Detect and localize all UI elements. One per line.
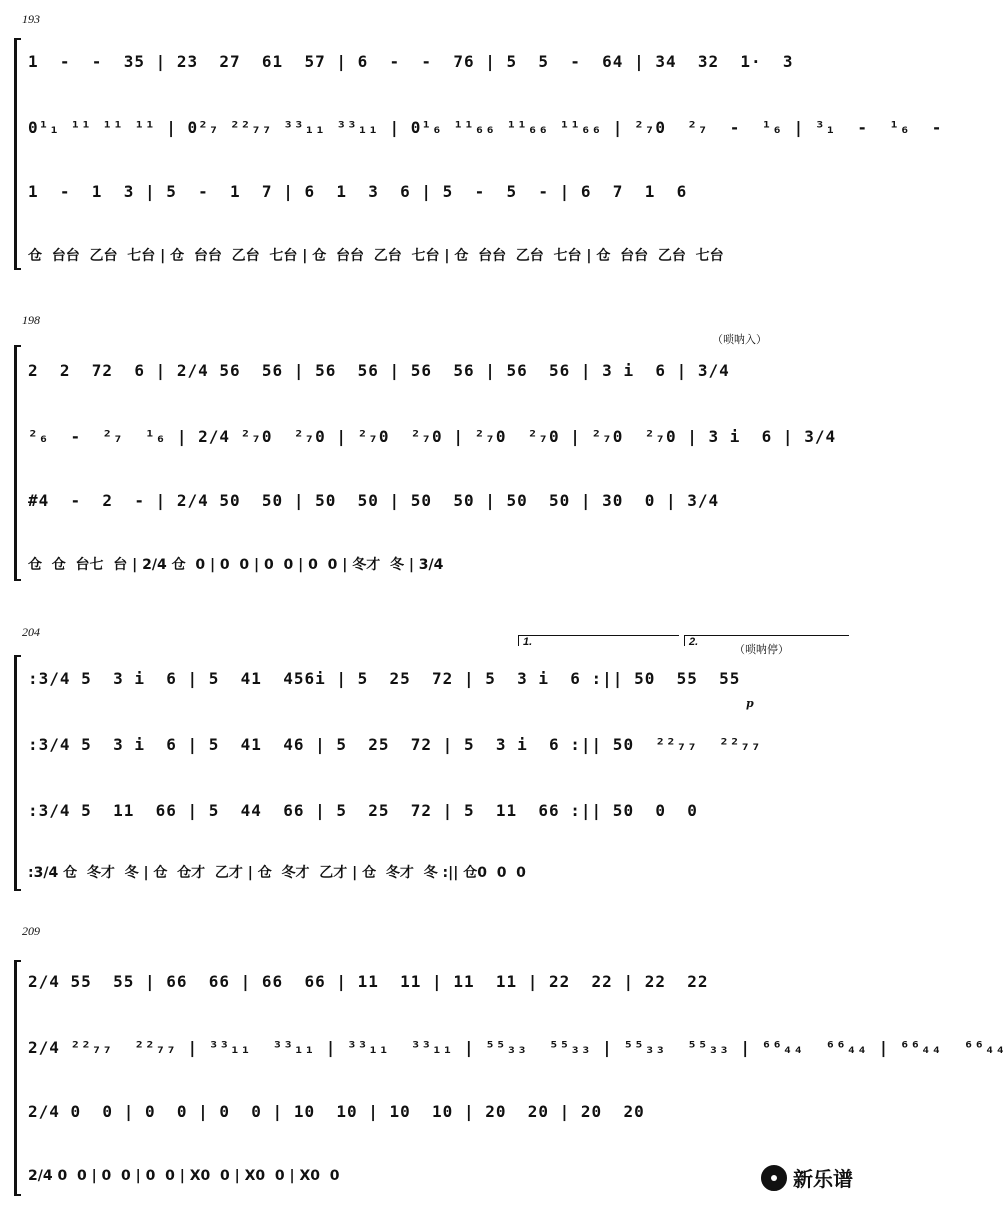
instrument-entry-note: （唢呐入）	[712, 333, 767, 346]
staff-melody	[28, 661, 849, 697]
staff-percussion	[28, 855, 849, 891]
system-3	[0, 615, 863, 905]
staff-bass	[28, 483, 849, 519]
system-1	[0, 0, 943, 290]
staff-melody	[28, 964, 849, 1000]
staff-notes: #4 - 2 - | 2/4 50 50 | 50 50 | 50 50 | 50 50 | 30 0 | 3/4	[28, 491, 720, 510]
system-4	[0, 918, 1006, 1206]
staff-notes: 2 2 72 6 | 2/4 56 56 | 56 56 | 56 56 | 56 56 | 3 i 6 | 3/4	[28, 361, 730, 380]
instrument-exit-note: （唢呐停）	[734, 643, 789, 656]
measure-number: 193	[22, 12, 40, 26]
staff-notes: ²₆ - ²₇ ¹₆ | 2/4 ²₇0 ²₇0 | ²₇0 ²₇0 | ²₇0 ²₇0 | ²₇0 ²₇0 | 3 i 6 | 3/4	[28, 427, 837, 446]
staff-notes: 1 - 1 3 | 5 - 1 7 | 6 1 3 6 | 5 - 5 - | 6 7 1 6	[28, 182, 688, 201]
staff-notes: 0¹₁ ¹¹ ¹¹ ¹¹ | 0²₇ ²²₇₇ ³³₁₁ ³³₁₁ | 0¹₆ ¹¹₆₆ ¹¹₆₆ ¹¹₆₆ | ²₇0 ²₇ - ¹₆ | ³₁ - ¹₆ -	[28, 118, 943, 137]
system-brace	[14, 345, 21, 581]
measure-number: 204	[22, 625, 40, 639]
staff-bass	[28, 793, 849, 829]
music-disc-icon	[761, 1165, 787, 1191]
volta-bracket-first	[518, 635, 679, 646]
staff-notes: 仓 仓 台七 台 | 2/4 仓 0 | 0 0 | 0 0 | 0 0 | 冬才 冬 | 3/4	[28, 557, 444, 573]
staff-notes: 2/4 ²²₇₇ ²²₇₇ | ³³₁₁ ³³₁₁ | ³³₁₁ ³³₁₁ | ⁵⁵₃₃ ⁵⁵₃₃ | ⁵⁵₃₃ ⁵⁵₃₃ | ⁶⁶₄₄ ⁶⁶₄₄ | ⁶⁶₄₄ ⁶⁶₄₄	[28, 1038, 1006, 1057]
staff-harmony	[28, 727, 849, 763]
staff-notes: 仓 台台 乙台 七台 | 仓 台台 乙台 七台 | 仓 台台 乙台 七台 | 仓 台台 乙台 七台 | 仓 台台 乙台 七台	[28, 248, 724, 264]
staff-harmony	[28, 1030, 1006, 1066]
staff-percussion	[28, 238, 849, 274]
staff-notes: 1 - - 35 | 23 27 61 57 | 6 - - 76 | 5 5 - 64 | 34 32 1· 3	[28, 52, 794, 71]
system-2	[0, 305, 863, 595]
system-brace	[14, 960, 21, 1196]
staff-notes: 2/4 0 0 | 0 0 | 0 0 | 10 10 | 10 10 | 20 20 | 20 20	[28, 1102, 645, 1121]
measure-number: 198	[22, 313, 40, 327]
staff-bass	[28, 1094, 849, 1130]
system-brace	[14, 655, 21, 891]
staff-harmony	[28, 419, 849, 455]
staff-notes: 2/4 55 55 | 66 66 | 66 66 | 11 11 | 11 11 | 22 22 | 22 22	[28, 972, 709, 991]
site-logo	[761, 1163, 853, 1192]
measure-number: 209	[22, 924, 40, 938]
system-brace	[14, 38, 21, 270]
staff-notes: :3/4 仓 冬才 冬 | 仓 仓才 乙才 | 仓 冬才 乙才 | 仓 冬才 冬 :|| 仓0 0 0	[28, 865, 526, 881]
staff-harmony	[28, 110, 943, 146]
staff-notes: :3/4 5 3 i 6 | 5 41 46 | 5 25 72 | 5 3 i 6 :|| 50 ²²₇₇ ²²₇₇	[28, 735, 762, 754]
logo-text: 新乐谱	[793, 1167, 853, 1191]
staff-percussion	[28, 547, 849, 583]
volta-label: 2.	[689, 636, 699, 648]
dynamic-marking: p	[746, 697, 754, 710]
staff-notes: :3/4 5 3 i 6 | 5 41 456i | 5 25 72 | 5 3 i 6 :|| 50 55 55	[28, 669, 741, 688]
staff-percussion	[28, 1158, 849, 1194]
staff-notes: :3/4 5 11 66 | 5 44 66 | 5 25 72 | 5 11 66 :|| 50 0 0	[28, 801, 698, 820]
staff-notes: 2/4 0 0 | 0 0 | 0 0 | X0 0 | X0 0 | X0 0	[28, 1168, 340, 1184]
staff-melody	[28, 353, 849, 389]
staff-bass	[28, 174, 849, 210]
volta-label: 1.	[523, 636, 533, 648]
staff-melody	[28, 44, 849, 80]
